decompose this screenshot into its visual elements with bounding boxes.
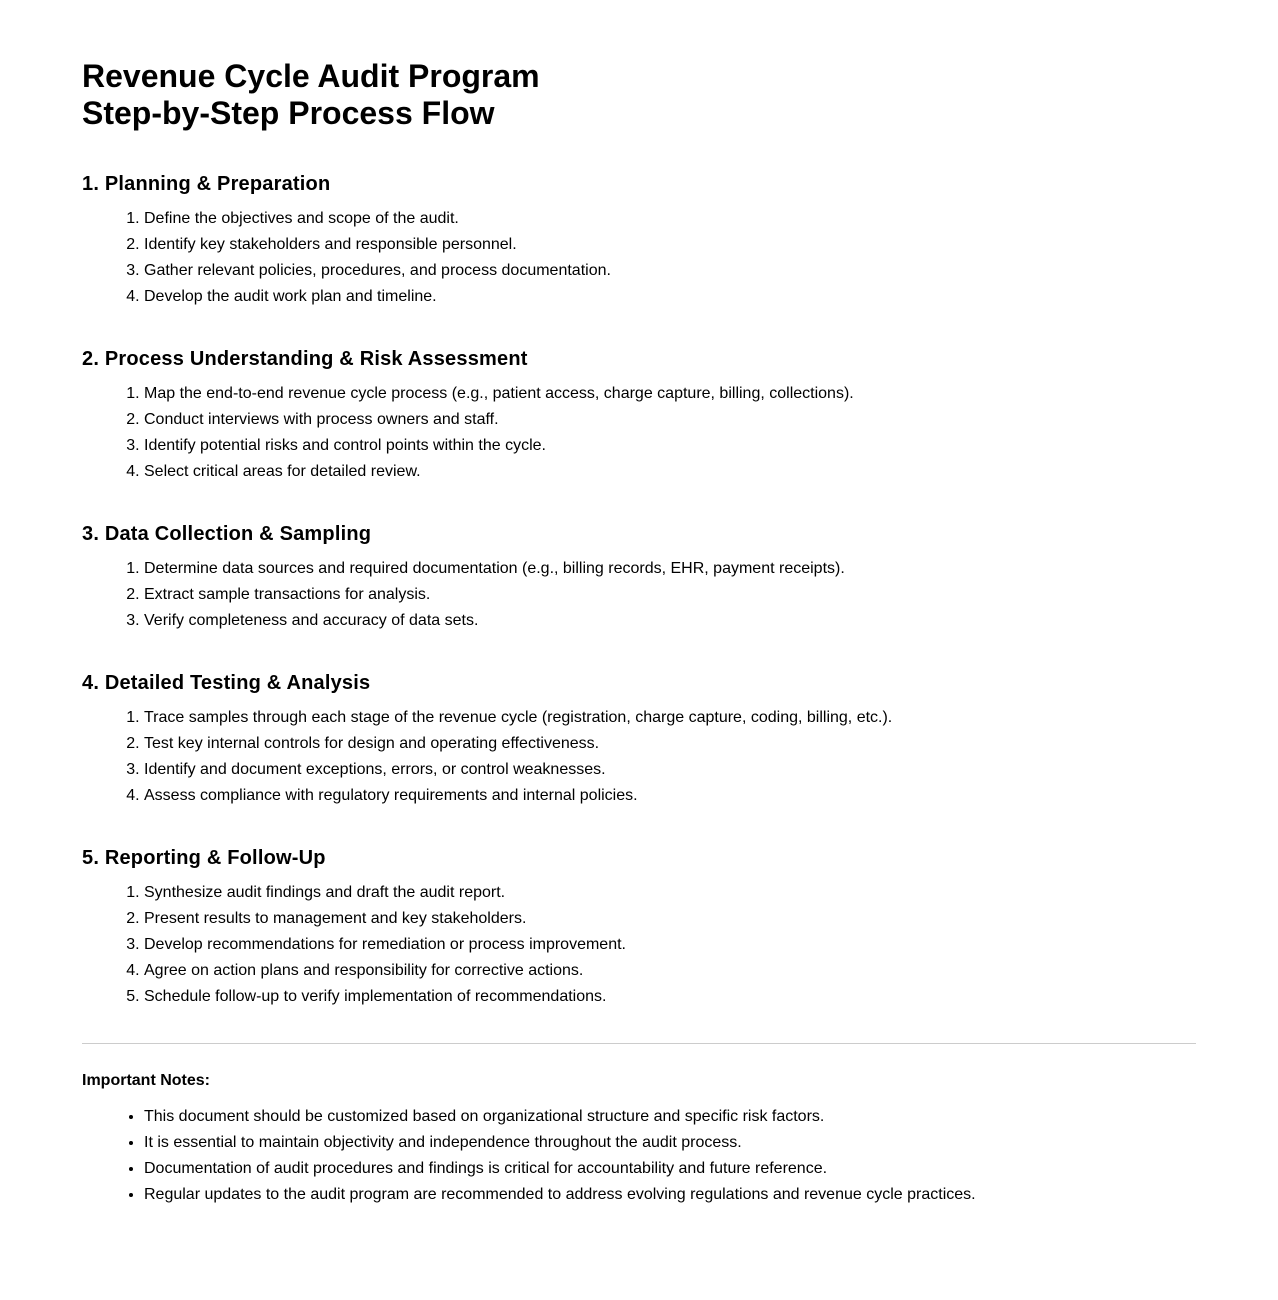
list-item: 3. Identify and document exceptions, errors, or control weaknesses. <box>144 757 1196 783</box>
step-list <box>82 556 1196 634</box>
list-item: 4. Select critical areas for detailed review. <box>144 459 1196 485</box>
section-divider <box>82 1043 1196 1044</box>
list-item: 4. Agree on action plans and responsibility for corrective actions. <box>144 958 1196 984</box>
list-item: 2. Conduct interviews with process owners and staff. <box>144 407 1196 433</box>
step-list <box>82 880 1196 1010</box>
list-item: 1. Map the end-to-end revenue cycle process (e.g., patient access, charge capture, billing, collections). <box>144 381 1196 407</box>
list-item: 3. Develop recommendations for remediation or process improvement. <box>144 932 1196 958</box>
list-item: 1. Synthesize audit findings and draft the audit report. <box>144 880 1196 906</box>
section-data-collection <box>82 522 1196 634</box>
section-heading: 3. Data Collection & Sampling <box>82 523 372 545</box>
notes-heading: Important Notes: <box>82 1072 210 1089</box>
section-planning-preparation <box>82 172 1196 310</box>
list-item: 3. Gather relevant policies, procedures, and process documentation. <box>144 258 1196 284</box>
list-item: 5. Schedule follow-up to verify implementation of recommendations. <box>144 984 1196 1010</box>
section-process-understanding <box>82 347 1196 485</box>
step-list <box>82 206 1196 310</box>
section-heading: 2. Process Understanding & Risk Assessment <box>82 348 528 370</box>
step-list <box>82 381 1196 485</box>
section-reporting-follow-up <box>82 846 1196 1010</box>
list-item: 2. Present results to management and key stakeholders. <box>144 906 1196 932</box>
step-list <box>82 705 1196 809</box>
list-item: 3. Identify potential risks and control points within the cycle. <box>144 433 1196 459</box>
page-title-line-2: Step-by-Step Process Flow <box>82 95 495 131</box>
list-item: 1. Determine data sources and required documentation (e.g., billing records, EHR, payment receipts). <box>144 556 1196 582</box>
list-item: • Regular updates to the audit program are recommended to address evolving regulations and revenue cycle practices. <box>144 1182 1196 1208</box>
section-heading: 1. Planning & Preparation <box>82 173 331 195</box>
section-heading: 5. Reporting & Follow-Up <box>82 847 326 869</box>
list-item: 2. Extract sample transactions for analysis. <box>144 582 1196 608</box>
list-item: 1. Trace samples through each stage of the revenue cycle (registration, charge capture, coding, billing, etc.). <box>144 705 1196 731</box>
list-item: 4. Develop the audit work plan and timeline. <box>144 284 1196 310</box>
list-item: 3. Verify completeness and accuracy of data sets. <box>144 608 1196 634</box>
section-detailed-testing <box>82 671 1196 809</box>
section-heading: 4. Detailed Testing & Analysis <box>82 672 371 694</box>
list-item: • It is essential to maintain objectivity and independence throughout the audit process. <box>144 1130 1196 1156</box>
list-item: • Documentation of audit procedures and findings is critical for accountability and future reference. <box>144 1156 1196 1182</box>
list-item: 2. Identify key stakeholders and responsible personnel. <box>144 232 1196 258</box>
page-title-line-1: Revenue Cycle Audit Program <box>82 58 540 94</box>
list-item: • This document should be customized based on organizational structure and specific risk factors. <box>144 1104 1196 1130</box>
important-notes <box>82 1071 1196 1208</box>
list-item: 1. Define the objectives and scope of the audit. <box>144 206 1196 232</box>
list-item: 4. Assess compliance with regulatory requirements and internal policies. <box>144 783 1196 809</box>
list-item: 2. Test key internal controls for design and operating effectiveness. <box>144 731 1196 757</box>
page-title <box>82 58 1196 132</box>
notes-list <box>82 1104 1196 1208</box>
